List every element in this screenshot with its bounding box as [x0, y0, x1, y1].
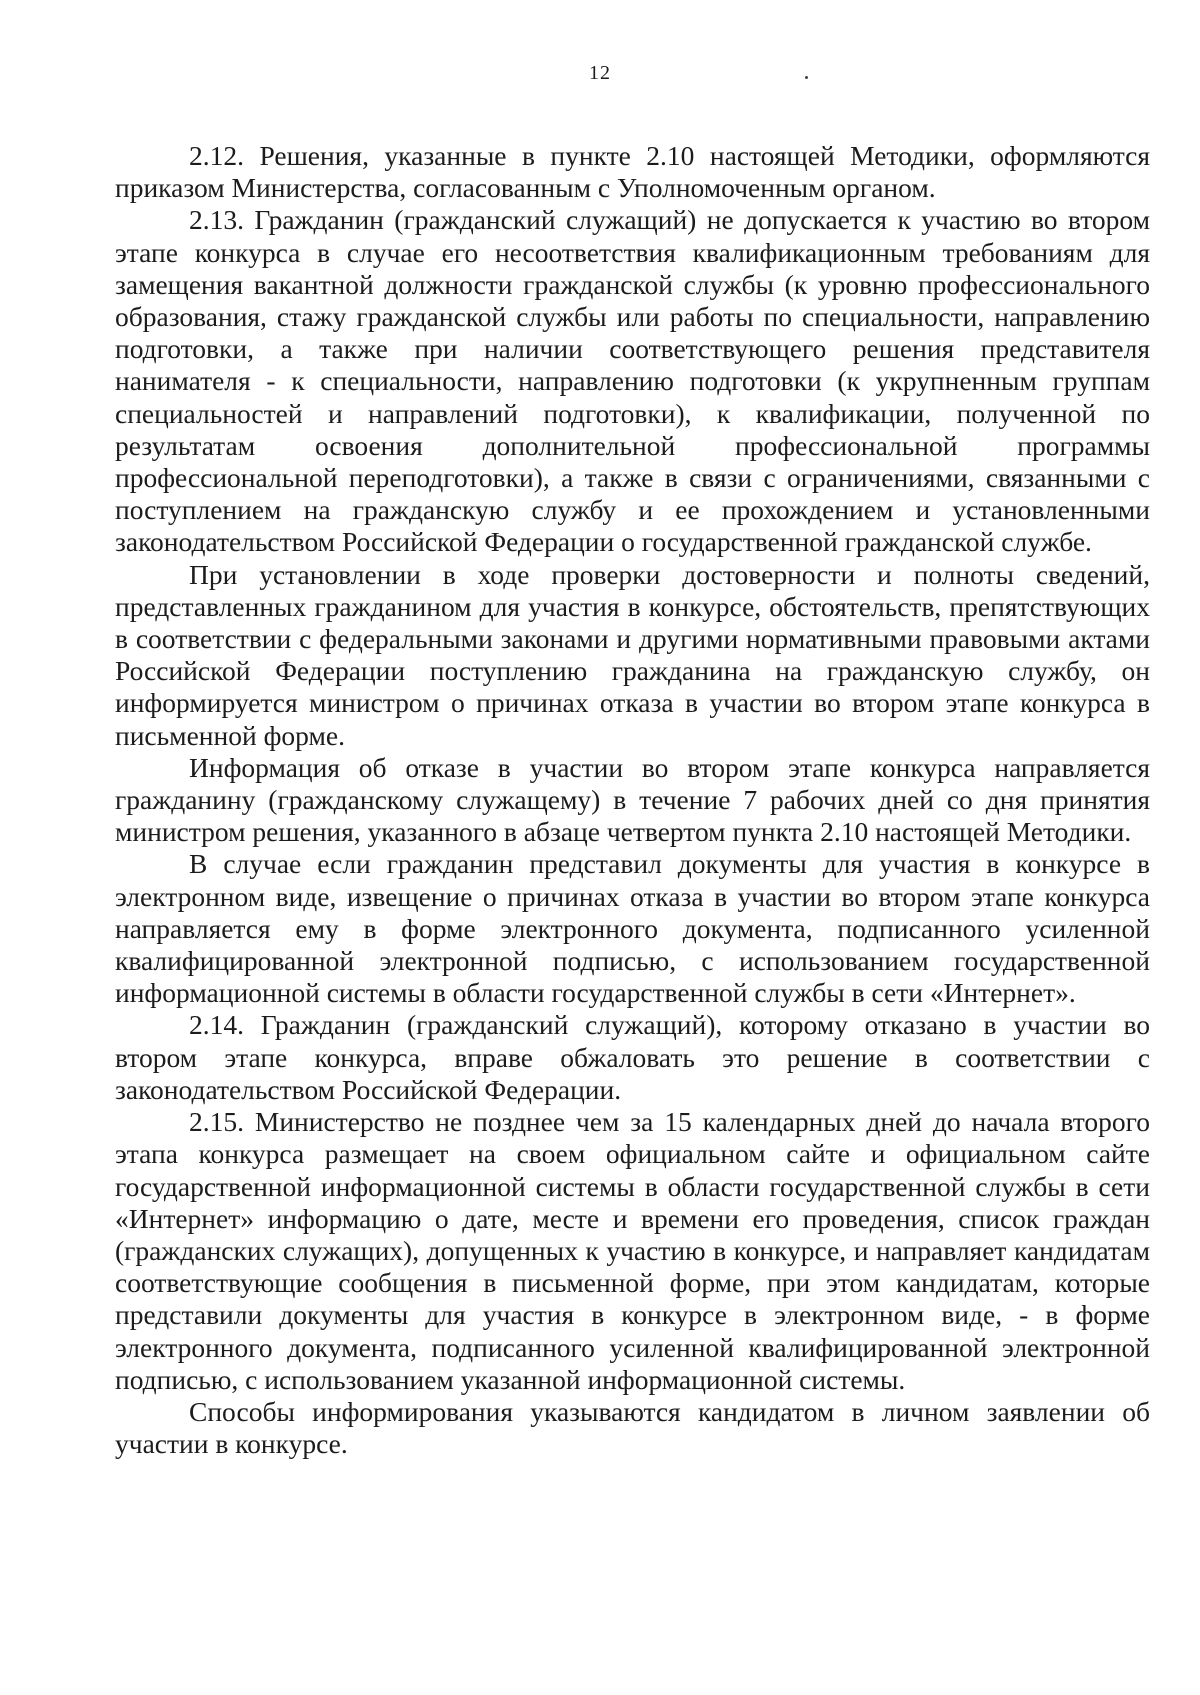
document-body [115, 140, 1150, 1460]
paragraph-2-12: 2.12. Решения, указанные в пункте 2.10 настоящей Методики, оформляются приказом Министерства, согласованным с Уполномоченным органом. [115, 140, 1150, 204]
paragraph-2-13-electronic-notice: В случае если гражданин представил документы для участия в конкурсе в электронном виде, извещение о причинах отказа в участии во втором этапе конкурса направляется ему в форме электронного документа, подписанного усиленной квалифицированной электронной подписью, с использованием государственной информационной системы в области государственной службы в сети «Интернет». [115, 848, 1150, 1009]
paragraph-2-13-verification: При установлении в ходе проверки достоверности и полноты сведений, представленных гражданином для участия в конкурсе, обстоятельств, препятствующих в соответствии с федеральными законами и другими нормативными правовыми актами Российской Федерации поступлению гражданина на гражданскую службу, он информируется министром о причинах отказа в участии во втором этапе конкурса в письменной форме. [115, 558, 1150, 751]
page-number: 12 [589, 62, 611, 84]
scan-speck [805, 76, 808, 79]
paragraph-2-15: 2.15. Министерство не позднее чем за 15 календарных дней до начала второго этапа конкурса размещает на своем официальном сайте и официальном сайте государственной информационной системы в области государственной службы в сети «Интернет» информацию о дате, месте и времени его проведения, список граждан (гражданских служащих), допущенных к участию в конкурсе, и направляет кандидатам соответствующие сообщения в письменной форме, при этом кандидатам, которые представили документы для участия в конкурсе в электронном виде, - в форме электронного документа, подписанного усиленной квалифицированной электронной подписью, с использованием указанной информационной системы. [115, 1106, 1150, 1395]
paragraph-2-13: 2.13. Гражданин (гражданский служащий) не допускается к участию во втором этапе конкурса в случае его несоответствия квалификационным требованиям для замещения вакантной должности гражданской службы (к уровню профессионального образования, стажу гражданской службы или работы по специальности, направлению подготовки, а также при наличии соответствующего решения представителя нанимателя - к специальности, направлению подготовки (к укрупненным группам специальностей и направлений подготовки), к квалификации, полученной по результатам освоения дополнительной профессиональной программы профессиональной переподготовки), а также в связи с ограничениями, связанными с поступлением на гражданскую службу и ее прохождением и установленными законодательством Российской Федерации о государственной гражданской службе. [115, 204, 1150, 558]
paragraph-2-15-informing-methods: Способы информирования указываются кандидатом в личном заявлении об участии в конкурсе. [115, 1395, 1150, 1460]
paragraph-2-14: 2.14. Гражданин (гражданский служащий), которому отказано в участии во втором этапе конкурса, вправе обжаловать это решение в соответствии с законодательством Российской Федерации. [115, 1009, 1150, 1105]
paragraph-2-13-refusal-notice: Информация об отказе в участии во втором этапе конкурса направляется гражданину (гражданскому служащему) в течение 7 рабочих дней со дня принятия министром решения, указанного в абзаце четвертом пункта 2.10 настоящей Методики. [115, 751, 1150, 848]
